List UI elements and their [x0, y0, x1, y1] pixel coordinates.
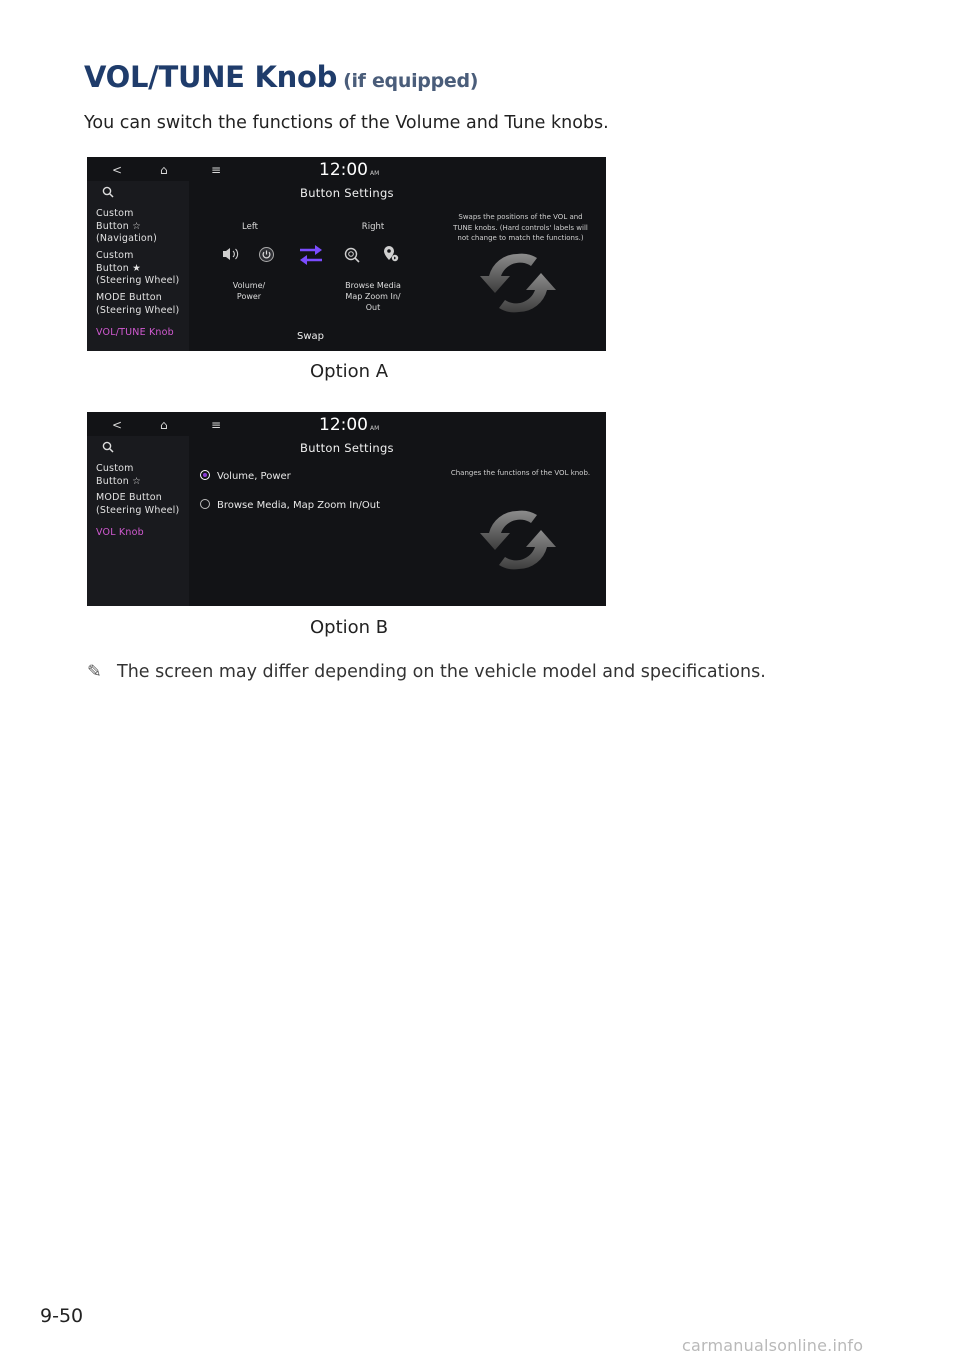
- search-icon[interactable]: [102, 186, 114, 198]
- clock: [319, 160, 379, 180]
- option-label: Browse Media, Map Zoom In/Out: [217, 500, 381, 511]
- pencil-icon: ✎: [87, 662, 102, 682]
- sidebar-item-custom-button-navigation[interactable]: Custom Button ☆ (Navigation): [96, 208, 158, 244]
- menu-icon[interactable]: ≡: [211, 163, 222, 177]
- description-text: Swaps the positions of the VOL and TUNE knobs. (Hard controls' labels will not change to match the functions.): [453, 213, 588, 242]
- back-icon[interactable]: <: [112, 418, 123, 432]
- left-function-label: Volume/ Power: [232, 281, 266, 301]
- sidebar-item-mode-button[interactable]: MODE Button (Steering Wheel): [96, 492, 180, 516]
- title-text: VOL/TUNE Knob: [84, 60, 338, 94]
- screenshot-option-b: [87, 412, 606, 606]
- sidebar-item-mode-button[interactable]: MODE Button (Steering Wheel): [96, 292, 180, 316]
- radio-selected[interactable]: [200, 470, 210, 480]
- screenshot-option-a: [87, 157, 606, 351]
- swap-illustration-icon: [477, 250, 559, 316]
- option-volume-power[interactable]: [200, 470, 291, 482]
- home-icon[interactable]: ⌂: [160, 163, 168, 177]
- sidebar-item-vol-knob[interactable]: VOL Knob: [96, 527, 144, 538]
- sidebar-item-custom-button-steering[interactable]: Custom Button ★ (Steering Wheel): [96, 250, 180, 286]
- caption-option-b: Option B: [310, 617, 389, 638]
- left-label: Left: [242, 222, 258, 232]
- intro-text: You can switch the functions of the Volume and Tune knobs.: [84, 113, 609, 133]
- screen-title: Button Settings: [300, 186, 394, 200]
- menu-icon[interactable]: ≡: [211, 418, 222, 432]
- description-text: Changes the functions of the VOL knob.: [450, 469, 591, 477]
- power-icon: [259, 247, 274, 262]
- right-function-label: Browse Media Map Zoom In/ Out: [345, 281, 401, 312]
- zoom-icon: [344, 247, 360, 263]
- note-text: The screen may differ depending on the vehicle model and specifications.: [117, 662, 766, 682]
- radio-unselected[interactable]: [200, 499, 210, 509]
- settings-sidebar: [87, 436, 189, 606]
- clock-ampm: AM: [370, 425, 380, 432]
- sidebar-item-custom-button[interactable]: Custom Button ☆: [96, 463, 141, 487]
- note: [87, 662, 766, 682]
- clock-ampm: AM: [370, 170, 380, 177]
- swap-arrows-icon[interactable]: [298, 244, 324, 266]
- clock: [319, 415, 379, 435]
- option-label: Volume, Power: [217, 471, 291, 482]
- sidebar-item-vol-tune-knob[interactable]: VOL/TUNE Knob: [96, 327, 174, 338]
- map-media-icon: [383, 245, 399, 263]
- screen-title: Button Settings: [300, 441, 394, 455]
- back-icon[interactable]: <: [112, 163, 123, 177]
- search-icon[interactable]: [102, 441, 114, 453]
- swap-button[interactable]: Swap: [297, 331, 325, 342]
- option-browse-media[interactable]: [200, 499, 380, 511]
- title-subtitle: (if equipped): [343, 70, 479, 92]
- watermark: carmanualsonline.info: [682, 1336, 864, 1355]
- right-label: Right: [361, 222, 385, 232]
- section-title: [84, 60, 478, 94]
- clock-time: 12:00: [319, 160, 368, 180]
- settings-sidebar: [87, 181, 189, 351]
- home-icon[interactable]: ⌂: [160, 418, 168, 432]
- page-number: 9-50: [40, 1305, 84, 1327]
- caption-option-a: Option A: [310, 361, 389, 382]
- swap-illustration-icon: [477, 507, 559, 573]
- clock-time: 12:00: [319, 415, 368, 435]
- volume-icon: [221, 246, 241, 262]
